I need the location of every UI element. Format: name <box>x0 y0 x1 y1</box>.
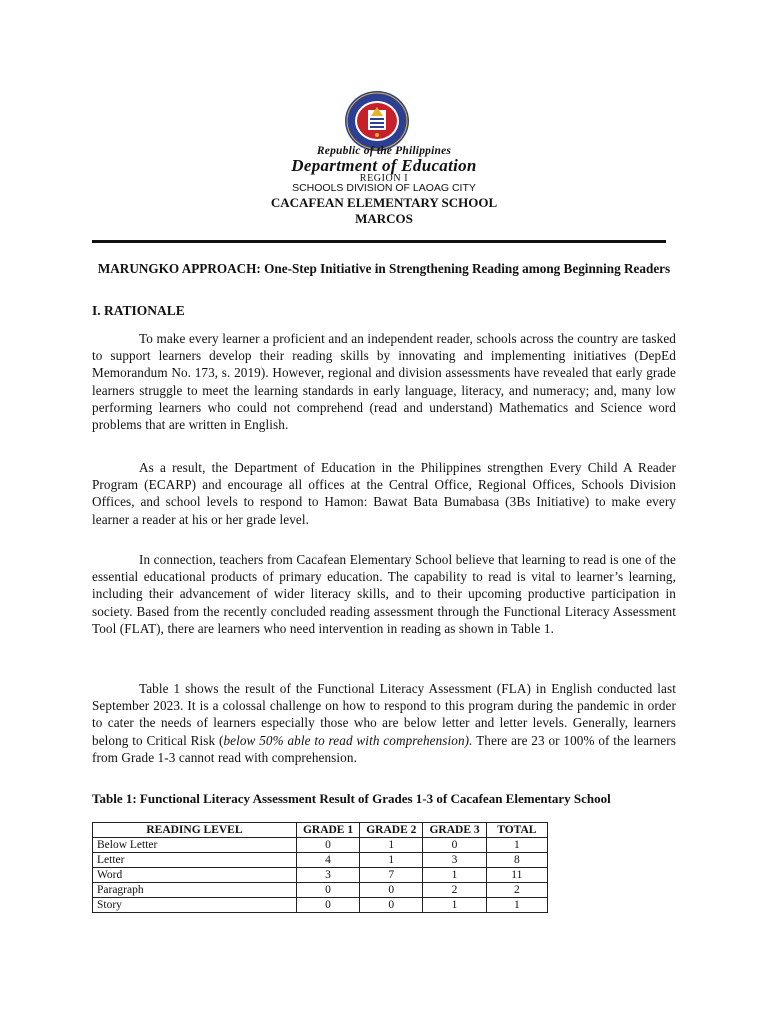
cell-total: 8 <box>486 853 547 868</box>
cell-grade-3: 1 <box>423 898 486 913</box>
table-row <box>93 868 548 883</box>
cell-grade-2: 0 <box>360 898 423 913</box>
paragraph-4-text-b: There are 23 or 100% of the learners from Grade 1-3 cannot read with comprehension. <box>92 732 676 765</box>
cell-total: 1 <box>486 838 547 853</box>
paragraph-4-italic: below 50% able to read with comprehension). <box>223 732 473 748</box>
republic-line: Republic of the Philippines <box>316 145 452 157</box>
cell-total: 2 <box>486 883 547 898</box>
table-row <box>93 883 548 898</box>
cell-grade-2: 7 <box>360 868 423 883</box>
paragraph-1: To make every learner a proficient and an independent reader, schools across the country are tasked to support learners develop their reading skills by innovating and implementing initiatives (DepEd Memorandum No. 173, s. 2019). However, regional and division assessments have revealed that early grade learners struggle to meet the learning standards in early language, literacy, and numeracy; and, many low performing learners who could not comprehend (read and understand) Mathematics and Science word problems that are written in English. <box>92 331 676 433</box>
cell-level: Letter <box>93 853 297 868</box>
table-row <box>93 838 548 853</box>
cell-total: 1 <box>486 898 547 913</box>
paragraph-4-text-a: Table 1 shows the result of the Functional Literacy Assessment (FLA) in English conducted last September 2023. It is a colossal challenge on how to respond to this program during the pandemic in order to cater the needs of learners especially those who are below letter and letter levels. Generally, learners belong to Critical Risk ( <box>92 681 676 748</box>
cell-level: Below Letter <box>93 838 297 853</box>
cell-grade-3: 1 <box>423 868 486 883</box>
table-caption: Table 1: Functional Literacy Assessment Result of Grades 1-3 of Cacafean Elementary School <box>92 791 611 806</box>
header-divider <box>92 240 666 243</box>
cell-level: Word <box>93 868 297 883</box>
deped-seal-icon <box>344 90 410 152</box>
cell-grade-3: 0 <box>423 838 486 853</box>
section-heading: I. RATIONALE <box>92 303 185 318</box>
document-title: MARUNGKO APPROACH: One-Step Initiative in Strengthening Reading among Beginning Readers <box>97 261 671 276</box>
region-line: REGION I <box>359 173 409 184</box>
cell-grade-2: 1 <box>360 853 423 868</box>
reading-level-table <box>92 822 548 913</box>
cell-grade-3: 3 <box>423 853 486 868</box>
table-row <box>93 898 548 913</box>
cell-level: Story <box>93 898 297 913</box>
school-name: CACAFEAN ELEMENTARY SCHOOL <box>270 195 498 210</box>
cell-grade-2: 1 <box>360 838 423 853</box>
cell-grade-1: 3 <box>296 868 359 883</box>
cell-grade-1: 0 <box>296 838 359 853</box>
header-grade-3: GRADE 3 <box>423 823 486 838</box>
division-line: SCHOOLS DIVISION OF LAOAG CITY <box>292 182 476 194</box>
header-grade-1: GRADE 1 <box>296 823 359 838</box>
school-location: MARCOS <box>355 211 413 226</box>
paragraph-3: In connection, teachers from Cacafean Elementary School believe that learning to read is one of the essential educational products of primary education. The capability to read is vital to learner’s learning, including their advancement of wider literacy skills, and to their upcoming productive participation in society. Based from the recently concluded reading assessment through the Functional Literacy Assessment Tool (FLAT), there are learners who need intervention in reading as shown in Table 1. <box>92 552 676 636</box>
table-header-row <box>93 823 548 838</box>
header-grade-2: GRADE 2 <box>360 823 423 838</box>
cell-grade-2: 0 <box>360 883 423 898</box>
header-total: TOTAL <box>486 823 547 838</box>
cell-grade-3: 2 <box>423 883 486 898</box>
table-row <box>93 853 548 868</box>
paragraph-4 <box>92 680 676 766</box>
cell-total: 11 <box>486 868 547 883</box>
paragraph-2: As a result, the Department of Education in the Philippines strengthen Every Child A Reader Program (ECARP) and encourage all offices at the Central Office, Regional Offices, Schools Division Offices, and school levels to respond to Hamon: Bawat Bata Bumabasa (3Bs Initiative) to make every learner a reader at his or her grade level. <box>92 460 676 527</box>
department-name: Department of Education <box>291 156 477 175</box>
cell-level: Paragraph <box>93 883 297 898</box>
header-reading-level: READING LEVEL <box>93 823 297 838</box>
cell-grade-1: 0 <box>296 883 359 898</box>
cell-grade-1: 4 <box>296 853 359 868</box>
cell-grade-1: 0 <box>296 898 359 913</box>
